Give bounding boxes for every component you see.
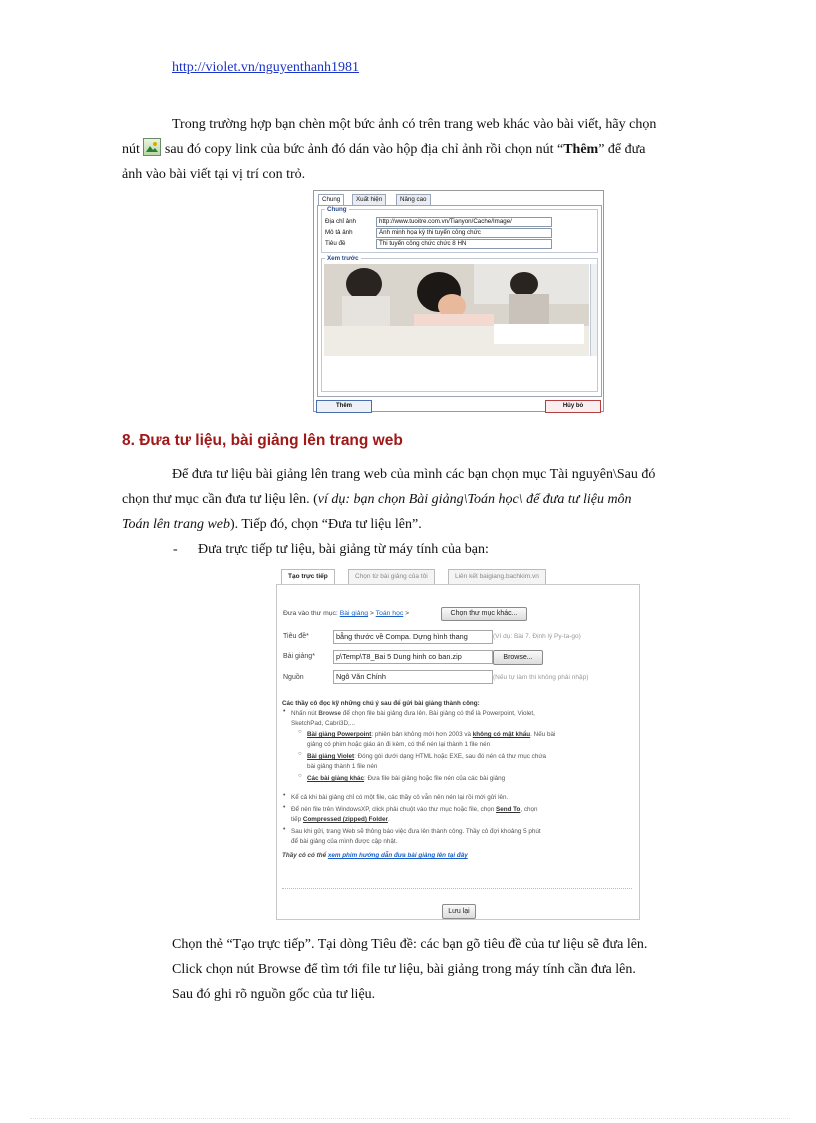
image-url-input[interactable]: http://www.tuoitre.com.vn/Tianyon/Cache/Image/ xyxy=(376,217,552,227)
sub1-bold2: không có mật khẩu xyxy=(472,731,531,738)
sub1-a: : phiên bản không mới hơn 2003 và xyxy=(371,731,473,738)
note-1 xyxy=(291,709,626,729)
para2-line2-a: chọn thư mục cần đưa tư liệu lên. ( xyxy=(122,492,318,507)
image-desc-label: Mô tả ảnh xyxy=(325,229,353,236)
note1-b: để chọn file bài giảng đưa lên. Bài giảng có thể là Powerpoint, Violet, xyxy=(341,710,535,717)
section-heading: 8. Đưa tư liệu, bài giảng lên trang web xyxy=(122,432,403,449)
para1-line1: Trong trường hợp bạn chèn một bức ảnh có trên trang web khác vào bài viết, hãy chọn xyxy=(172,117,657,132)
note1-a: Nhấn nút xyxy=(291,710,319,717)
para1-line2 xyxy=(122,137,742,162)
paragraph-upload-steps xyxy=(172,932,742,1007)
title-label: Tiêu đề* xyxy=(283,633,309,640)
para2-line3 xyxy=(122,512,742,537)
form-divider xyxy=(282,888,632,889)
paragraph-insert-image xyxy=(122,112,742,187)
source-hint: (Nếu tự làm thì không phải nhập) xyxy=(493,674,589,681)
sub1-bold: Bài giảng Powerpoint xyxy=(307,731,372,738)
note3-bold: Send To xyxy=(496,806,521,813)
para3-line3: Sau đó ghi rõ nguồn gốc của tư liệu. xyxy=(172,987,376,1002)
folder-path-math[interactable]: Toán học xyxy=(375,610,404,617)
violet-url-link[interactable]: http://violet.vn/nguyenthanh1981 xyxy=(172,60,360,75)
tab-bachkim-link[interactable]: Liên kết baigiang.bachkim.vn xyxy=(448,569,546,584)
sub-bullet-2: ○ xyxy=(298,751,302,757)
source-label: Nguồn xyxy=(283,674,304,681)
cancel-button[interactable]: Hủy bỏ xyxy=(545,400,601,413)
sub1-b: . Nếu bài xyxy=(530,731,556,738)
para3-line2: Click chọn nút Browse để tìm tới file tư liệu, bài giảng trong máy tính cần đưa lên. xyxy=(172,962,636,977)
para2-line2-italic: ví dụ: bạn chọn Bài giảng\Toán học\ để đưa tư liệu môn xyxy=(317,492,632,507)
note-bullet-4: • xyxy=(283,826,286,833)
para3-line1: Chọn thẻ “Tạo trực tiếp”. Tại dòng Tiêu đề: các bạn gõ tiêu đề của tư liệu sẽ đưa lên. xyxy=(172,937,648,952)
tab-create-direct[interactable]: Tạo trực tiếp xyxy=(281,569,335,584)
note-3 xyxy=(291,805,538,825)
note-2: Kể cả khi bài giảng chỉ có một file, các thầy cô vẫn nên nén lại rồi mới gửi lên. xyxy=(291,794,509,801)
section-general-label: Chung xyxy=(327,206,347,213)
para2-line1: Để đưa tư liệu bài giảng lên trang web của mình các bạn chọn mục Tài nguyên\Sau đó xyxy=(172,467,656,482)
sub2-b: bài giảng thành 1 file nén xyxy=(307,763,378,770)
sub1-c: giảng có phim hoặc giáo án đi kèm, có thể nén lại thành 1 file nén xyxy=(307,741,491,748)
paragraph-upload-intro xyxy=(122,462,742,537)
upload-form-screenshot xyxy=(276,568,640,920)
preview-scrollbar[interactable] xyxy=(590,264,597,356)
folder-sep-2: > xyxy=(403,610,410,617)
insert-image-icon xyxy=(143,138,161,156)
video-guide-link[interactable]: xem phim hướng dẫn đưa bài giảng lên tại đây xyxy=(327,852,468,859)
preview-photo xyxy=(324,264,589,356)
image-url-label: Địa chỉ ảnh xyxy=(325,218,356,225)
note3-c: tiếp xyxy=(291,816,303,823)
video-guide-line xyxy=(282,851,468,861)
note3-a: Để nén file trên WindowsXP, click phải chuột vào thư mục hoặc file, chọn xyxy=(291,806,497,813)
sub-note-2 xyxy=(307,752,546,772)
para1-line3: ảnh vào bài viết tại vị trí con trỏ. xyxy=(122,167,306,182)
image-insert-dialog-screenshot xyxy=(313,190,604,412)
para1-line2-b: sau đó copy link của bức ảnh đó dán vào hộp địa chỉ ảnh rồi chọn nút “ xyxy=(164,142,564,157)
file-path-input[interactable]: p\Temp\T8_Bai 5 Dung hinh co ban.zip xyxy=(333,650,493,664)
image-title-label: Tiêu đề xyxy=(325,240,346,247)
para1-line2-a: nút xyxy=(122,142,140,157)
para2-line3-italic: Toán lên trang web xyxy=(122,517,230,532)
note4-b: để bài giảng của mình được cập nhật. xyxy=(291,838,398,845)
note3-bold2: Compressed (zipped) Folder xyxy=(302,816,388,823)
image-title-input[interactable]: Thi tuyển công chức chức 8 HN xyxy=(376,239,552,249)
note-4 xyxy=(291,827,541,847)
note1-bold: Browse xyxy=(318,710,342,717)
tab-appearance[interactable]: Xuất hiện xyxy=(352,194,386,205)
para1-them-bold: Thêm xyxy=(563,142,599,157)
file-label: Bài giảng* xyxy=(283,653,315,660)
para2-line2 xyxy=(122,487,742,512)
note-bullet-2: • xyxy=(283,792,286,799)
url-link-line xyxy=(172,55,359,80)
image-desc-input[interactable]: Ảnh minh họa kỳ thi tuyển công chức xyxy=(376,228,552,238)
tab-my-lectures[interactable]: Chọn từ bài giảng của tôi xyxy=(348,569,435,584)
folder-label: Đưa vào thư mục: xyxy=(283,610,338,617)
source-input[interactable]: Ngô Văn Chính xyxy=(333,670,493,684)
note3-d: . xyxy=(387,816,390,823)
sub3-bold: Các bài giảng khác xyxy=(307,775,365,782)
video-a: Thầy cô có thể xyxy=(282,852,328,859)
section-preview-label: Xem trước xyxy=(327,255,359,262)
para2-line3-b: ). Tiếp đó, chọn “Đưa tư liệu lên”. xyxy=(230,517,422,532)
notes-title: Các thầy cô đọc kỹ những chú ý sau để gửi bài giảng thành công: xyxy=(282,700,480,707)
bullet-dash: - xyxy=(173,542,178,557)
bullet-text: Đưa trực tiếp tư liệu, bài giảng từ máy tính của bạn: xyxy=(198,542,489,557)
note3-b: , chọn xyxy=(520,806,538,813)
tab-advanced[interactable]: Nâng cao xyxy=(396,194,431,205)
insert-button[interactable]: Thêm xyxy=(316,400,372,413)
tab-general[interactable]: Chung xyxy=(318,194,344,206)
note-bullet-1: • xyxy=(283,708,286,715)
note4-a: Sau khi gửi, trang Web sẽ thông báo việc đưa lên thành công. Thầy cô đợi khoảng 5 phút xyxy=(291,828,541,835)
para1-line2-c: ” để đưa xyxy=(598,142,646,157)
folder-path-lectures[interactable]: Bài giảng xyxy=(339,610,369,617)
note-bullet-3: • xyxy=(283,804,286,811)
page-footer-line xyxy=(30,1118,790,1119)
save-button[interactable]: Lưu lại xyxy=(442,904,476,919)
folder-row xyxy=(283,610,409,617)
sub-bullet-1: ○ xyxy=(298,729,302,735)
choose-folder-button[interactable]: Chọn thư mục khác... xyxy=(441,607,527,621)
folder-sep-1: > xyxy=(368,610,376,617)
note1-c: SketchPad, Cabri3D,... xyxy=(291,720,356,727)
title-input[interactable]: bẵng thước về Compa. Dựng hình thang xyxy=(333,630,493,644)
sub2-a: : Đóng gói dưới dạng HTML hoặc EXE, sau đó nén cả thư mục chứa xyxy=(354,753,547,760)
sub-note-1 xyxy=(307,730,555,750)
title-hint: (Ví dụ: Bài 7. Định lý Py-ta-go) xyxy=(493,633,581,640)
sub2-bold: Bài giảng Violet xyxy=(307,753,355,760)
sub-note-3 xyxy=(307,774,505,784)
sub-bullet-3: ○ xyxy=(298,773,302,779)
browse-button[interactable]: Browse... xyxy=(493,650,543,665)
sub3-a: : Đưa file bài giảng hoặc file nén của các bài giảng xyxy=(364,775,506,782)
